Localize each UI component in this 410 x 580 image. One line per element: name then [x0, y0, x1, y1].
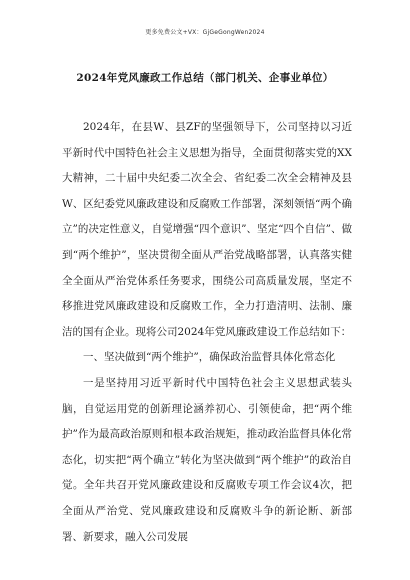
body-paragraph: 一是坚持用习近平新时代中国特色社会主义思想武装头脑，自觉运用党的创新理论涵养初心、引领使命，把“两个维护”作为最高政治原则和根本政治规矩，推动政治监督具体化常态化，切实把“两个确立”转化为坚决做到“两个维护”的政治自觉。全年共召开党风廉政建设和反腐败专项工作会议4次，把全面从严治党、党风廉政建设和反腐败斗争的新论断、新部署、新要求，融入公司发展 — [62, 376, 352, 543]
document-title: 2024年党风廉政工作总结（部门机关、企事业单位） — [76, 72, 334, 84]
header-note: 更多免费公文+VX：GjGeGongWen2024 — [145, 29, 265, 36]
section-heading: 一、坚决做到“两个维护”，确保政治监督具体化常态化 — [83, 351, 336, 364]
intro-paragraph: 2024年，在县W、县ZF的坚强领导下，公司坚持以习近平新时代中国特色社会主义思想为指导，全面贯彻落实党的XX大精神，二十届中央纪委二次全会、省纪委二次全会精神及县W、区纪委党风廉政建设和反腐败工作部署，深刻领悟“两个确立”的决定性意义，自觉增强“四个意识”、坚定“四个自信”、做到“两个维护”，坚决贯彻全面从严治党战略部署，认真落实健全全面从严治党体系任务要求，围绕公司高质量发展，坚定不移推进党风廉政建设和反腐败工作，全力打造清明、法制、廉洁的国有企业。现将公司2024年党风廉政建设工作总结如下： — [62, 121, 352, 338]
document-body — [62, 115, 352, 550]
